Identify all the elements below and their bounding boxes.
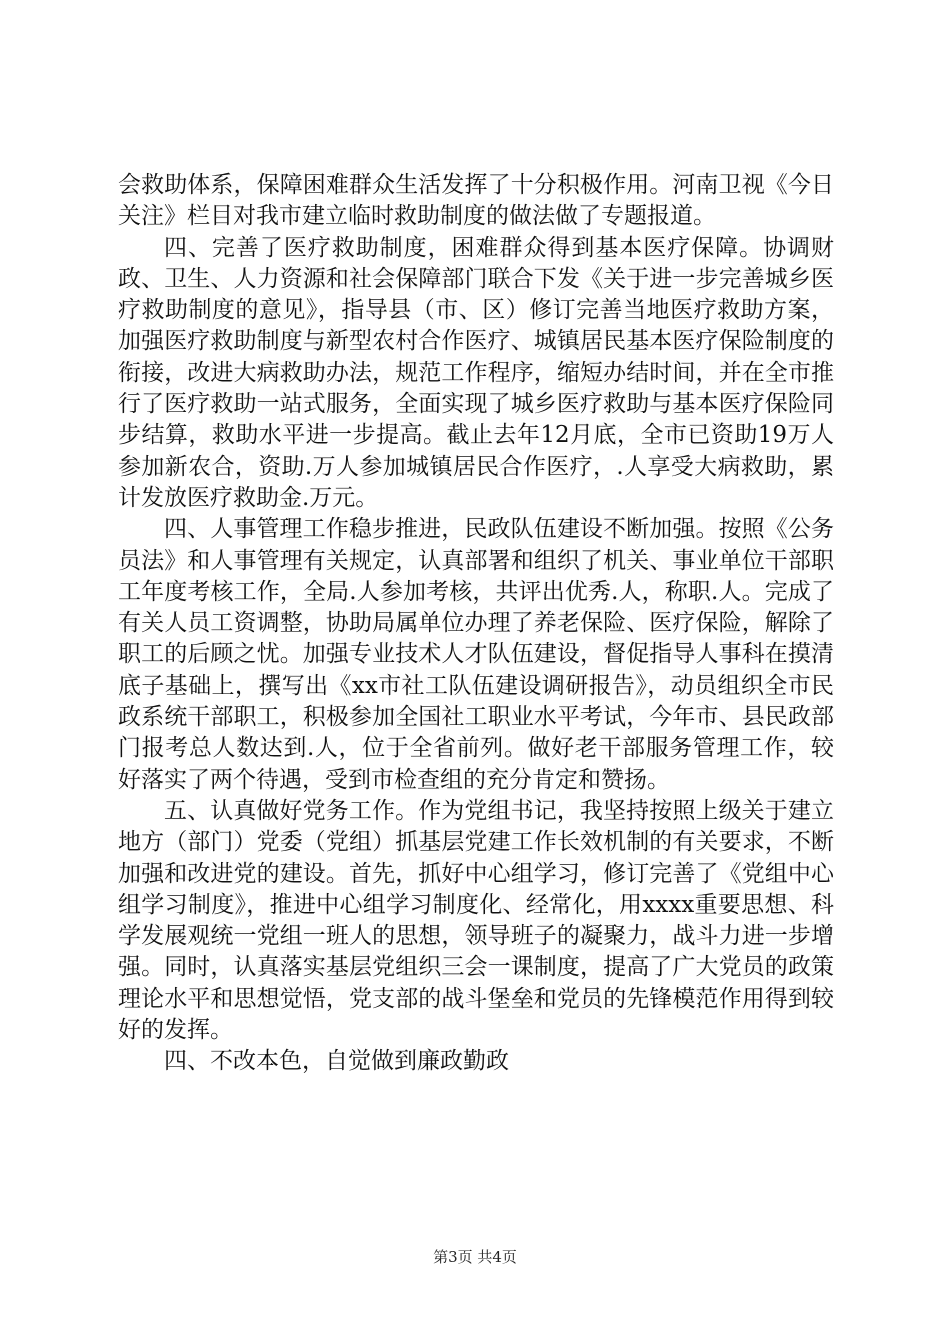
paragraph-1: 会救助体系，保障困难群众生活发挥了十分积极作用。河南卫视《今日关注》栏目对我市建立临时救助制度的做法做了专题报道。 — [118, 172, 834, 230]
paragraph-2: 四、完善了医疗救助制度，困难群众得到基本医疗保障。协调财政、卫生、人力资源和社会保障部门联合下发《关于进一步完善城乡医疗救助制度的意见》，指导县（市、区）修订完善当地医疗救助方案，加强医疗救助制度与新型农村合作医疗、城镇居民基本医疗保险制度的衔接，改进大病救助办法，规范工作程序，缩短办结时间，并在全市推行了医疗救助一站式服务，全面实现了城乡医疗救助与基本医疗保险同步结算，救助水平进一步提高。截止去年12月底，全市已资助19万人参加新农合，资助.万人参加城镇居民合作医疗，.人享受大病救助，累计发放医疗救助金.万元。 — [118, 234, 834, 511]
page-number-footer: 第3页 共4页 — [433, 1248, 517, 1266]
paragraph-4: 五、认真做好党务工作。作为党组书记，我坚持按照上级关于建立地方（部门）党委（党组）抓基层党建工作长效机制的有关要求，不断加强和改进党的建设。首先，抓好中心组学习，修订完善了《党组中心组学习制度》，推进中心组学习制度化、经常化，用xxxx重要思想、科学发展观统一党组一班人的思想，领导班子的凝聚力，战斗力进一步增强。同时，认真落实基层党组织三会一课制度，提高了广大党员的政策理论水平和思想觉悟，党支部的战斗堡垒和党员的先锋模范作用得到较好的发挥。 — [118, 797, 834, 1044]
document-body — [118, 170, 834, 1078]
paragraph-3: 四、人事管理工作稳步推进，民政队伍建设不断加强。按照《公务员法》和人事管理有关规定，认真部署和组织了机关、事业单位干部职工年度考核工作，全局.人参加考核，共评出优秀.人，称职.人。完成了有关人员工资调整，协助局属单位办理了养老保险、医疗保险，解除了职工的后顾之忧。加强专业技术人才队伍建设，督促指导人事科在摸清底子基础上，撰写出《xx市社工队伍建设调研报告》，动员组织全市民政系统干部职工，积极参加全国社工职业水平考试，今年市、县民政部门报考总人数达到.人，位于全省前列。做好老干部服务管理工作，较好落实了两个待遇，受到市检查组的充分肯定和赞扬。 — [118, 516, 834, 793]
paragraph-5: 四、不改本色，自觉做到廉政勤政 — [164, 1048, 509, 1075]
